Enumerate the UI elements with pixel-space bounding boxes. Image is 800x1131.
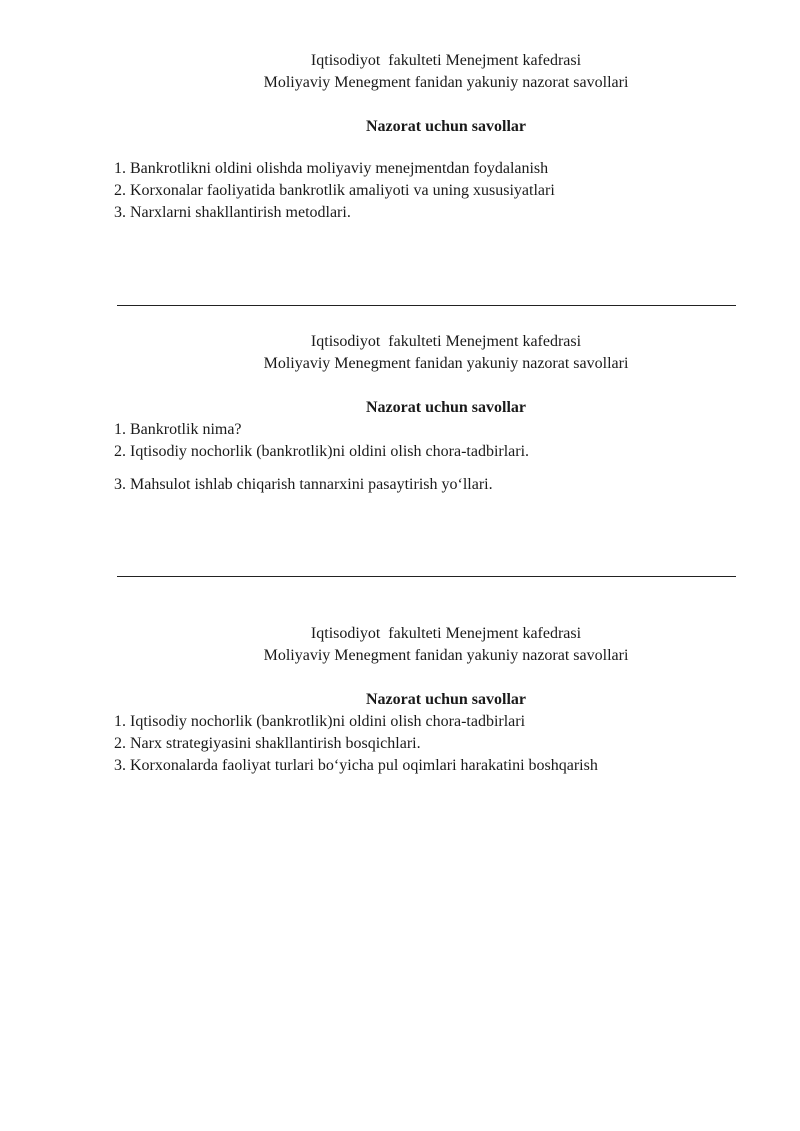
section-header [156, 50, 736, 94]
section-heading: Nazorat uchun savollar [366, 691, 526, 708]
section-heading: Nazorat uchun savollar [366, 399, 526, 416]
section-header [156, 331, 736, 375]
question-item: 3. Narxlarni shakllantirish metodlari. [114, 204, 351, 221]
question-item: 1. Bankrotlikni oldini olishda moliyaviy menejmentdan foydalanish [114, 160, 549, 177]
question-section-2 [114, 331, 736, 496]
question-list [114, 711, 736, 777]
question-item: 1. Bankrotlik nima? [114, 421, 242, 438]
section-heading: Nazorat uchun savollar [366, 118, 526, 135]
question-section-1 [114, 50, 736, 224]
subject-line: Moliyaviy Menegment fanidan yakuniy nazorat savollari [263, 74, 629, 91]
faculty-line: Iqtisodiyot fakulteti Menejment kafedrasi [310, 625, 582, 642]
subject-line: Moliyaviy Menegment fanidan yakuniy nazorat savollari [263, 355, 629, 372]
section-divider [117, 576, 736, 577]
section-header [156, 623, 736, 667]
question-item: 3. Korxonalarda faoliyat turlari bo‘yicha pul oqimlari harakatini boshqarish [114, 757, 598, 774]
question-item: 2. Iqtisodiy nochorlik (bankrotlik)ni oldini olish chora-tadbirlari. [114, 443, 530, 460]
question-list [114, 158, 736, 224]
question-item: 1. Iqtisodiy nochorlik (bankrotlik)ni oldini olish chora-tadbirlari [114, 713, 526, 730]
section-divider [117, 305, 736, 306]
faculty-line: Iqtisodiyot fakulteti Menejment kafedrasi [310, 52, 582, 69]
question-item: 2. Narx strategiyasini shakllantirish bosqichlari. [114, 735, 421, 752]
subject-line: Moliyaviy Menegment fanidan yakuniy nazorat savollari [263, 647, 629, 664]
question-item: 3. Mahsulot ishlab chiqarish tannarxini pasaytirish yo‘llari. [114, 476, 493, 493]
question-list [114, 419, 736, 496]
faculty-line: Iqtisodiyot fakulteti Menejment kafedrasi [310, 333, 582, 350]
question-section-3 [114, 623, 736, 777]
question-item: 2. Korxonalar faoliyatida bankrotlik amaliyoti va uning xususiyatlari [114, 182, 555, 199]
